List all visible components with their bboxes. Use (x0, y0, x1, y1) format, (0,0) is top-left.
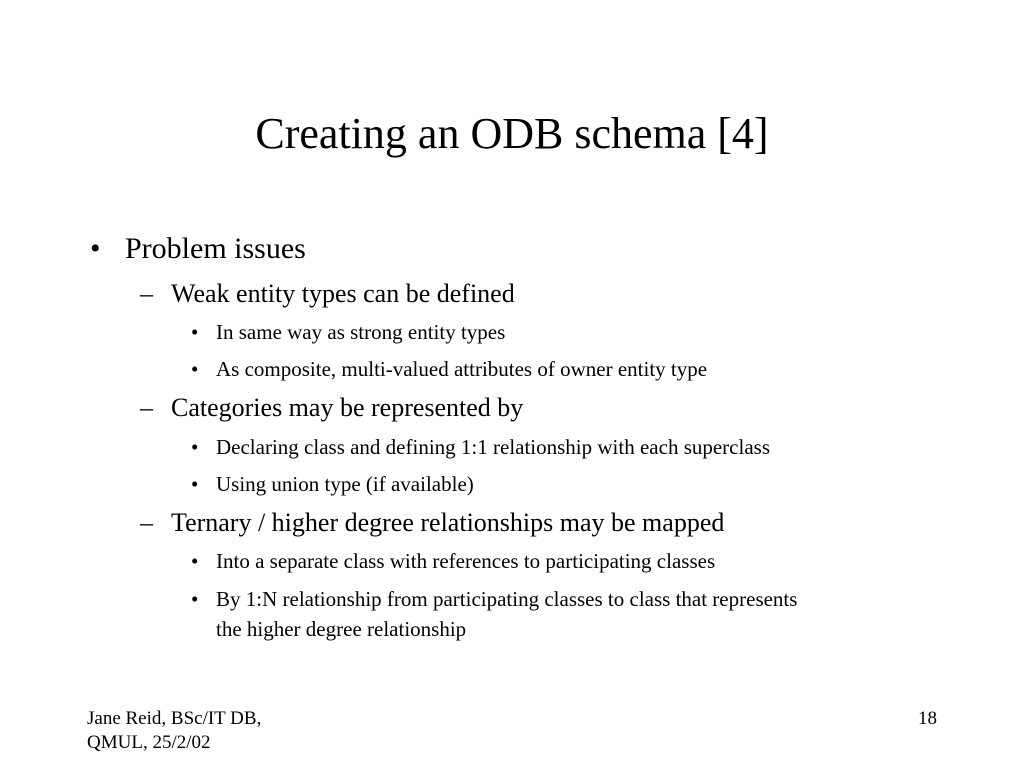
sub-sub-bullet-text: By 1:N relationship from participating classes to class that represents (216, 587, 798, 611)
footer-page-number: 18 (918, 708, 937, 729)
sub-sub-bullet-text: Using union type (if available) (216, 472, 474, 496)
sub-sub-bullet-text: As composite, multi-valued attributes of owner entity type (216, 357, 708, 381)
footer-author (87, 707, 261, 755)
slide-title: Creating an ODB schema [4] (255, 109, 769, 158)
footer-author-line1: Jane Reid, BSc/IT DB, (87, 708, 262, 729)
small-bullet-marker: • (191, 320, 199, 344)
sub-sub-bullet-text: Declaring class and defining 1:1 relationship with each superclass (216, 435, 770, 459)
bullet-text: Problem issues (125, 232, 306, 265)
small-bullet-marker: • (191, 549, 199, 573)
small-bullet-marker: • (191, 357, 199, 381)
dash-marker: – (140, 508, 153, 537)
small-bullet-marker: • (191, 472, 199, 496)
dash-marker: – (140, 393, 153, 422)
sub-bullet-text: Ternary / higher degree relationships may be mapped (171, 508, 725, 537)
dash-marker: – (140, 279, 153, 308)
bullet-marker: • (90, 232, 101, 265)
sub-sub-bullet-text: Into a separate class with references to participating classes (216, 549, 716, 573)
sub-sub-bullet-text: the higher degree relationship (216, 617, 467, 641)
small-bullet-marker: • (191, 435, 199, 459)
sub-sub-bullet-text: In same way as strong entity types (216, 320, 506, 344)
small-bullet-marker: • (191, 587, 199, 611)
sub-bullet-text: Weak entity types can be defined (171, 279, 515, 308)
footer-author-line2: QMUL, 25/2/02 (87, 732, 211, 753)
sub-bullet-text: Categories may be represented by (171, 393, 524, 422)
